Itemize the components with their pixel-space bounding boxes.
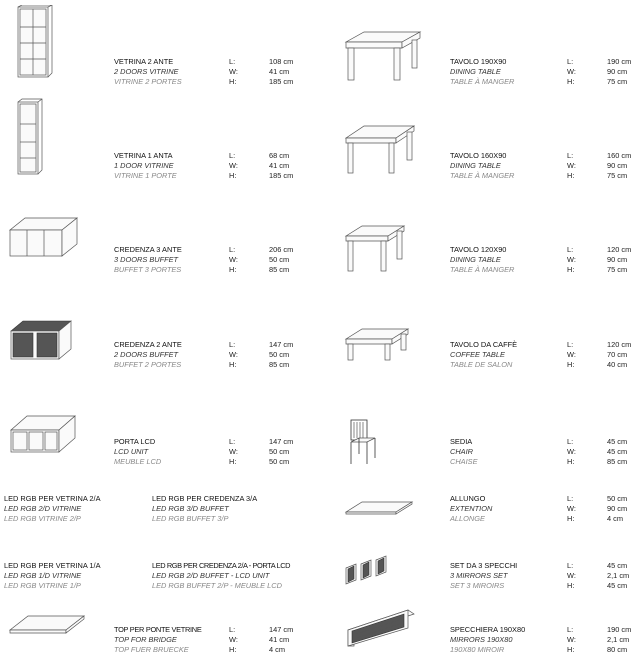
dim-key: L: <box>567 151 574 160</box>
dimensions <box>229 245 293 275</box>
product-name-fr: ALLONGE <box>450 514 485 523</box>
dim-value: 50 cm <box>269 255 290 264</box>
dim-key: L: <box>567 437 574 446</box>
dim-key: H: <box>567 171 575 180</box>
product-name-fr: TABLE À MANGER <box>450 265 515 274</box>
dim-key: W: <box>567 571 576 580</box>
product-name-en: 1 DOOR VITRINE <box>114 161 174 170</box>
product-name-en: COFFEE TABLE <box>450 350 505 359</box>
vitrine-1-door-drawing <box>10 98 50 178</box>
product-name-fr: TABLE À MANGER <box>450 171 515 180</box>
led-name-fr: LED RGB VITRINE 1/P <box>4 581 81 590</box>
dim-value: 75 cm <box>607 77 628 86</box>
buffet-3-doors-drawing <box>5 210 80 260</box>
dim-value: 2,1 cm <box>607 571 630 580</box>
product-name-en: 3 MIRRORS SET <box>450 571 508 580</box>
dining-table-190-drawing <box>342 28 422 83</box>
dim-value: 50 cm <box>607 494 628 503</box>
dim-value: 85 cm <box>607 457 628 466</box>
dim-key: H: <box>567 77 575 86</box>
dimensions <box>567 494 627 524</box>
led-name: LED RGB PER CREDENZA 2/A - PORTA LCD <box>152 561 291 570</box>
product-name: SPECCHIERA 190X80 <box>450 625 526 634</box>
dim-value: 50 cm <box>269 447 290 456</box>
dimensions <box>567 561 629 591</box>
dim-value: 75 cm <box>607 171 628 180</box>
dim-key: L: <box>567 561 574 570</box>
product-name: ALLUNGO <box>450 494 486 503</box>
dim-key: W: <box>567 161 576 170</box>
product-name: VETRINA 2 ANTE <box>114 57 174 66</box>
product-name-en: DINING TABLE <box>450 67 501 76</box>
product-name: CREDENZA 2 ANTE <box>114 340 182 349</box>
dim-value: 2,1 cm <box>607 635 630 644</box>
product-name: TOP PER PONTE VETRINE <box>114 625 202 634</box>
dim-key: L: <box>567 625 574 634</box>
dim-value: 50 cm <box>269 457 290 466</box>
dim-value: 75 cm <box>607 265 628 274</box>
dim-value: 90 cm <box>607 504 628 513</box>
dim-key: W: <box>229 447 238 456</box>
dim-value: 68 cm <box>269 151 290 160</box>
dim-value: 90 cm <box>607 161 628 170</box>
dim-value: 147 cm <box>269 340 294 349</box>
dim-value: 120 cm <box>607 245 632 254</box>
dim-value: 120 cm <box>607 340 632 349</box>
dim-key: L: <box>229 437 236 446</box>
dim-key: H: <box>229 171 237 180</box>
dim-value: 190 cm <box>607 57 632 66</box>
dimensions <box>229 57 293 87</box>
dim-value: 50 cm <box>269 350 290 359</box>
dim-key: W: <box>229 161 238 170</box>
mirror-set-drawing <box>342 552 392 586</box>
dim-key: L: <box>229 151 236 160</box>
product-name: CREDENZA 3 ANTE <box>114 245 182 254</box>
dim-value: 185 cm <box>269 171 294 180</box>
dim-value: 147 cm <box>269 437 294 446</box>
product-name-fr: TABLE DE SALON <box>450 360 513 369</box>
dim-value: 41 cm <box>269 635 290 644</box>
led-name: LED RGB PER CREDENZA 3/A <box>152 494 258 503</box>
dim-value: 4 cm <box>269 645 286 654</box>
dimensions <box>567 340 631 370</box>
coffee-table-drawing <box>342 325 412 365</box>
dim-key: H: <box>229 265 237 274</box>
dim-value: 70 cm <box>607 350 628 359</box>
large-mirror-drawing <box>342 606 422 650</box>
dim-value: 90 cm <box>607 255 628 264</box>
dim-key: W: <box>567 447 576 456</box>
dim-value: 45 cm <box>607 447 628 456</box>
dimensions <box>567 151 631 181</box>
dim-key: H: <box>567 265 575 274</box>
dim-value: 45 cm <box>607 561 628 570</box>
dim-key: H: <box>567 514 575 523</box>
dim-key: H: <box>567 457 575 466</box>
product-name-fr: 190X80 MIROIR <box>450 645 505 654</box>
dim-value: 160 cm <box>607 151 632 160</box>
product-name-en: CHAIR <box>450 447 473 456</box>
dim-value: 206 cm <box>269 245 294 254</box>
dim-key: H: <box>229 77 237 86</box>
product-name-fr: SET 3 MIROIRS <box>450 581 505 590</box>
dining-table-120-drawing <box>342 222 407 274</box>
dim-value: 80 cm <box>607 645 628 654</box>
product-name-en: LCD UNIT <box>114 447 149 456</box>
dim-key: H: <box>229 457 237 466</box>
dim-key: H: <box>567 645 575 654</box>
product-name-en: MIRRORS 190X80 <box>450 635 513 644</box>
dim-value: 85 cm <box>269 360 290 369</box>
dim-key: L: <box>229 625 236 634</box>
dim-key: H: <box>229 645 237 654</box>
dimensions <box>229 340 293 370</box>
dimensions <box>229 437 293 467</box>
dim-key: W: <box>567 635 576 644</box>
dim-key: L: <box>229 245 236 254</box>
dim-key: L: <box>567 245 574 254</box>
product-name: SEDIA <box>450 437 473 446</box>
chair-drawing <box>347 418 379 468</box>
product-name-fr: TABLE À MANGER <box>450 77 515 86</box>
dim-key: W: <box>567 504 576 513</box>
vitrine-2-doors-drawing <box>10 5 55 80</box>
dim-key: H: <box>229 360 237 369</box>
dim-value: 147 cm <box>269 625 294 634</box>
led-name-en: LED RGB 2/D BUFFET - LCD UNIT <box>152 571 270 580</box>
product-name-en: DINING TABLE <box>450 161 501 170</box>
product-name-fr: MEUBLE LCD <box>114 457 162 466</box>
led-name-en: LED RGB 2/D VITRINE <box>4 504 82 513</box>
led-name: LED RGB PER VETRINA 2/A <box>4 494 101 503</box>
dim-key: L: <box>229 57 236 66</box>
led-name-en: LED RGB 1/D VITRINE <box>4 571 82 580</box>
product-name-fr: BUFFET 3 PORTES <box>114 265 182 274</box>
product-name-fr: BUFFET 2 PORTES <box>114 360 182 369</box>
dim-value: 185 cm <box>269 77 294 86</box>
dim-value: 41 cm <box>269 161 290 170</box>
bridge-top-drawing <box>6 608 86 638</box>
product-name-en: 2 DOORS BUFFET <box>114 350 179 359</box>
product-name-en: 3 DOORS BUFFET <box>114 255 179 264</box>
dim-value: 45 cm <box>607 437 628 446</box>
product-name: TAVOLO 190X90 <box>450 57 507 66</box>
dimensions <box>567 245 631 275</box>
led-name-fr: LED RGB VITRINE 2/P <box>4 514 81 523</box>
dim-value: 190 cm <box>607 625 632 634</box>
dim-key: L: <box>229 340 236 349</box>
dim-key: W: <box>229 350 238 359</box>
product-name-en: EXTENTION <box>450 504 493 513</box>
dim-value: 4 cm <box>607 514 624 523</box>
dim-key: W: <box>567 255 576 264</box>
lcd-unit-drawing <box>5 408 77 463</box>
product-name-fr: TOP FUER BRUECKE <box>114 645 189 654</box>
product-name: TAVOLO 160X90 <box>450 151 507 160</box>
product-name: PORTA LCD <box>114 437 156 446</box>
dim-key: W: <box>567 350 576 359</box>
product-name-fr: CHAISE <box>450 457 478 466</box>
dim-key: W: <box>229 635 238 644</box>
product-name: VETRINA 1 ANTA <box>114 151 173 160</box>
product-name-fr: VITRINE 1 PORTE <box>114 171 177 180</box>
dim-value: 41 cm <box>269 67 290 76</box>
dim-key: W: <box>229 255 238 264</box>
dimensions <box>229 151 293 181</box>
led-name-fr: LED RGB BUFFET 3/P <box>152 514 229 523</box>
product-name: SET DA 3 SPECCHI <box>450 561 518 570</box>
product-name-en: DINING TABLE <box>450 255 501 264</box>
dim-value: 108 cm <box>269 57 294 66</box>
dimensions <box>567 625 631 655</box>
dim-key: W: <box>229 67 238 76</box>
extension-leaf-drawing <box>342 496 414 520</box>
led-name: LED RGB PER VETRINA 1/A <box>4 561 101 570</box>
buffet-2-doors-drawing <box>5 315 75 365</box>
product-name-en: 2 DOORS VITRINE <box>114 67 179 76</box>
led-name-en: LED RGB 3/D BUFFET <box>152 504 229 513</box>
product-name-fr: VITRINE 2 PORTES <box>114 77 182 86</box>
dim-key: L: <box>567 494 574 503</box>
dim-value: 90 cm <box>607 67 628 76</box>
product-name-en: TOP FOR BRIDGE <box>114 635 177 644</box>
dim-key: H: <box>567 360 575 369</box>
product-name: TAVOLO 120X90 <box>450 245 507 254</box>
dimensions <box>567 57 631 87</box>
dimensions <box>229 625 293 655</box>
dim-key: L: <box>567 57 574 66</box>
dim-value: 85 cm <box>269 265 290 274</box>
dim-key: L: <box>567 340 574 349</box>
dim-value: 45 cm <box>607 581 628 590</box>
dim-key: W: <box>567 67 576 76</box>
dim-value: 40 cm <box>607 360 628 369</box>
dining-table-160-drawing <box>342 122 417 177</box>
led-name-fr: LED RGB BUFFET 2/P - MEUBLE LCD <box>152 581 282 590</box>
product-name: TAVOLO DA CAFFÈ <box>450 340 518 349</box>
dim-key: H: <box>567 581 575 590</box>
dimensions <box>567 437 627 467</box>
